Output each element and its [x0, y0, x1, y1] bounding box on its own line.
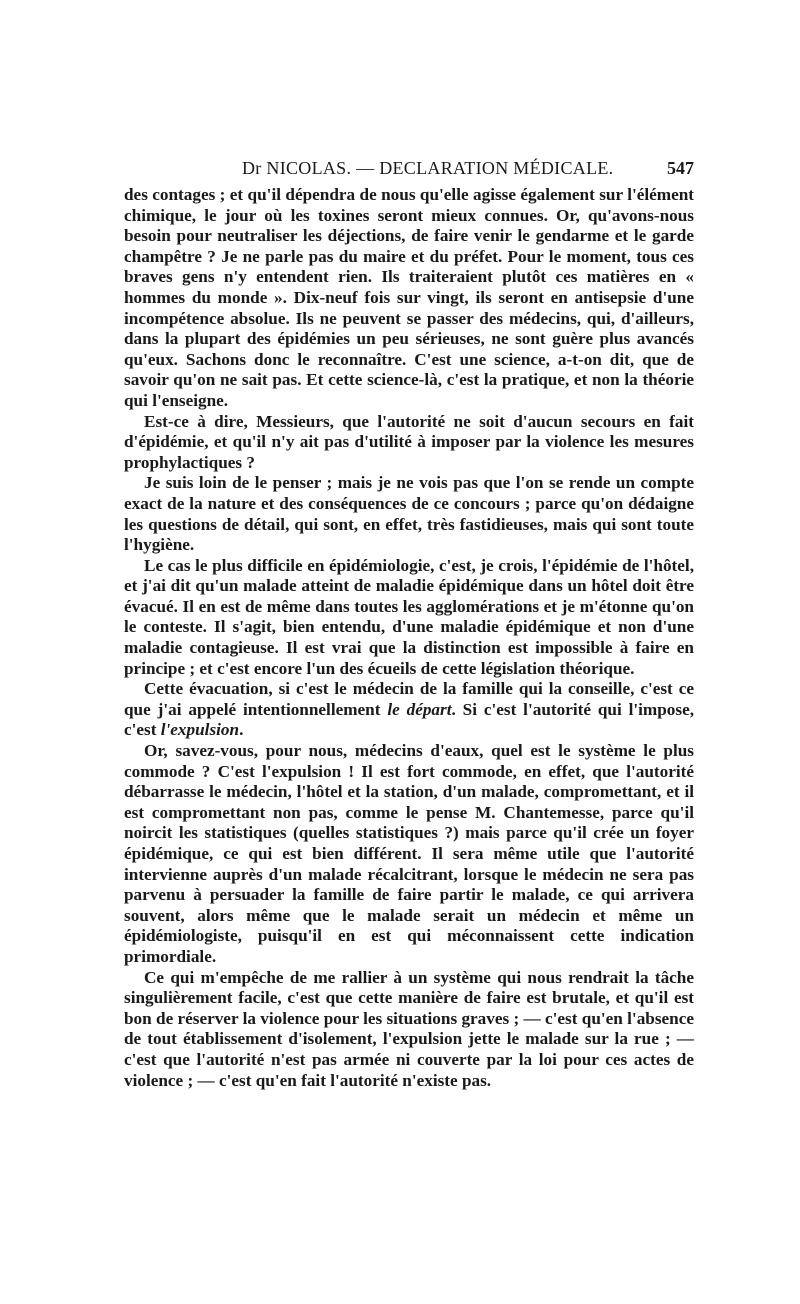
- paragraph-5-emphasis-expulsion: l'expulsion: [160, 720, 240, 740]
- page-number: 547: [667, 158, 694, 178]
- paragraph-1: des contages ; et qu'il dépendra de nous qu'elle agisse également sur l'élément chimique, le jour où les toxines seront mieux connues. Or, qu'avons-nous besoin pour neutraliser les déjections, de faire venir le gendarme et le garde champêtre ? Je ne parle pas du maire et du préfet. Pour le moment, tous ces braves gens n'y entendent rien. Ils traiteraient plutôt ces matières en « hommes du monde ». Dix-neuf fois sur vingt, ils seront en antisepsie d'une incompétence absolue. Ils ne peuvent se passer des médecins, qui, d'ailleurs, dans la plupart des épidémies un peu sérieuses, ne sont guère plus avancés qu'eux. Sachons donc le reconnaître. C'est une science, a-t-on dit, que de savoir qu'on ne sait pas. Et cette science-là, c'est la pratique, et non la théorie qui l'enseigne.: [124, 185, 694, 410]
- paragraph-5: [124, 679, 694, 741]
- paragraph-5-middle: . Si c'est l'autorité qui l'impose, c'est: [124, 699, 695, 740]
- paragraph-3: Je suis loin de le penser ; mais je ne vois pas que l'on se rende un compte exact de la nature et des conséquences de ce concours ; parce qu'on dédaigne les questions de détail, qui sont, en effet, très fastidieuses, mais qui sont toute l'hygiène.: [124, 473, 694, 555]
- running-head: [124, 158, 694, 184]
- paragraph-6: Or, savez-vous, pour nous, médecins d'eaux, quel est le système le plus commode ? C'est l'expulsion ! Il est fort commode, en effet, que l'autorité débarrasse le médecin, l'hôtel et la station, d'un malade, compromettant, et il est compromettant non pas, comme le pense M. Chantemesse, parce qu'il noircit les statistiques (quelles statistiques ?) mais parce qu'il crée un foyer épidémique, ce qui est bien différent. Il sera même utile que l'autorité intervienne auprès d'un malade récalcitrant, lorsque le médecin ne sera pas parvenu à persuader la famille de faire partir le malade, ce qui arrivera souvent, alors même que le malade serait un médecin et même un épidémiologiste, puisqu'il en est qui méconnaissent cette indication primordiale.: [124, 741, 694, 966]
- running-title: Dr NICOLAS. — DECLARATION MÉDICALE.: [242, 158, 614, 178]
- paragraph-5-after: .: [239, 720, 244, 740]
- paragraph-5-emphasis-depart: le départ: [387, 699, 452, 719]
- paragraph-2: Est-ce à dire, Messieurs, que l'autorité ne soit d'aucun secours en fait d'épidémie, et qu'il n'y ait pas d'utilité à imposer par la violence les mesures prophylactiques ?: [124, 411, 694, 472]
- paragraph-4: Le cas le plus difficile en épidémiologie, c'est, je crois, l'épidémie de l'hôtel, et j'ai dit qu'un malade atteint de maladie épidémique dans un hôtel doit être évacué. Il en est de même dans toutes les agglomérations et je m'étonne qu'on le conteste. Il s'agit, bien entendu, d'une maladie épidémique et non d'une maladie contagieuse. Il est vrai que la distinction est impossible à faire en principe ; et c'est encore l'un des écueils de cette législation théorique.: [124, 555, 694, 678]
- body-text: [124, 185, 694, 1091]
- paragraph-7: Ce qui m'empêche de me rallier à un système qui nous rendrait la tâche singulièrement facile, c'est que cette manière de faire est brutale, et qu'il est bon de réserver la violence pour les situations graves ; — c'est qu'en l'absence de tout établissement d'isolement, l'expulsion jette le malade sur la rue ; — c'est que l'autorité n'est pas armée ni couverte par la loi pour ces actes de violence ; — c'est qu'en fait l'autorité n'existe pas.: [124, 967, 694, 1090]
- paragraph-5-before: Cette évacuation, si c'est le médecin de la famille qui la conseille, c'est ce que j'ai appelé intentionnellement: [124, 679, 694, 719]
